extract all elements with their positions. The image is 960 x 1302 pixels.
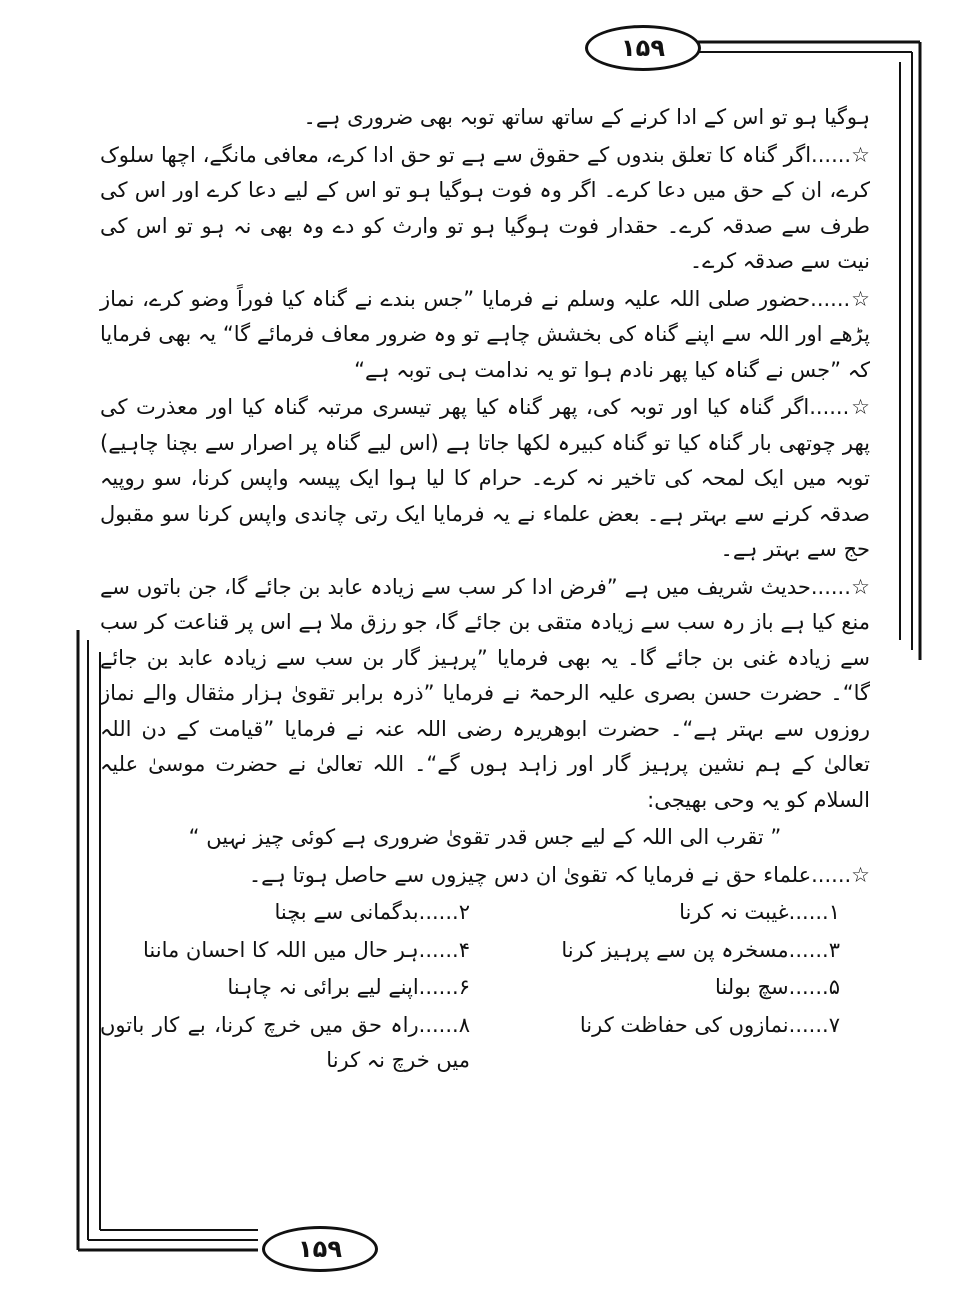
list-item: ۵......سچ بولنا [715, 975, 840, 999]
page-number-top: ۱۵۹ [585, 25, 701, 71]
paragraph: ☆......اگر گناہ کا تعلق بندوں کے حقوق سے ہے تو حق ادا کرے، معافی مانگے، اچھا سلوک کرے، ان کے حق میں دعا کرے۔ اگر وہ فوت ہوگیا ہو تو اس کے لیے دعا کرے اور اس کی طرف سے صدقہ کرے۔ حقدار فوت ہوگیا ہو تو وارث کو دے وہ بھی نہ ہو تو اس کی نیت سے صدقہ کرے۔ [100, 142, 870, 273]
list-item: ۲......بدگمانی سے بچنا [274, 900, 470, 924]
list-item: ۳......مسخرہ پن سے پرہیز کرنا [561, 937, 840, 962]
page-number-bottom: ۱۵۹ [262, 1226, 378, 1272]
list-item: ۷......نمازوں کی حفاظت کرنا [579, 1012, 840, 1037]
list-item: ۸......راہ حق میں خرچ کرنا، بے کار باتوں میں خرچ نہ کرنا [100, 1012, 470, 1072]
paragraph: ☆......حضور صلی اللہ علیہ وسلم نے فرمایا ”جس بندے نے گناہ کیا فوراً وضو کرے، نماز پڑھے اور اللہ سے اپنے گناہ کی بخشش چاہے تو وہ ضرور معاف فرمائے گا“ یہ بھی فرمایا کہ ”جس نے گناہ کیا پھر نادم ہوا تو یہ ندامت ہی توبہ ہے“ [100, 286, 870, 382]
list-item: ۱......غیبت نہ کرنا [679, 900, 840, 924]
paragraph: ☆......حدیث شریف میں ہے ”فرض ادا کر سب سے زیادہ عابد بن جائے گا، جن باتوں سے منع کیا ہے باز رہ سب سے زیادہ متقی بن جائے گا، جو رزق ملا ہے اس پر قناعت کر سب سے زیادہ غنی بن جائے گا۔ یہ بھی فرمایا ”پرہیز گار بن سب سے زیادہ عابد بن جائے گا“۔ حضرت حسن بصری علیہ الرحمۃ نے فرمایا ”ذرہ برابر تقویٰ ہزار مثقال والے نماز روزوں سے بہتر ہے“۔ حضرت ابوھریرہ رضی اللہ عنہ نے فرمایا ”قیامت کے دن اللہ تعالیٰ کے ہم نشین پرہیز گار اور زاہد ہوں گے“۔ اللہ تعالیٰ نے حضرت موسیٰ علیہ السلام کو یہ وحی بھیجی: [100, 574, 870, 812]
list-item: ۴......ہر حال میں اللہ کا احسان ماننا [143, 937, 470, 962]
paragraph: ہوگیا ہو تو اس کے ادا کرنے کے ساتھ ساتھ توبہ بھی ضروری ہے۔ [303, 105, 870, 129]
page-body [100, 100, 870, 1079]
quote: ” تقرب الی اللہ کے لیے جس قدر تقویٰ ضروری ہے کوئی چیز نہیں “ [188, 825, 782, 849]
list-intro: ☆......علماء حق نے فرمایا کہ تقویٰ ان دس چیزوں سے حاصل ہوتا ہے۔ [248, 862, 870, 887]
paragraph: ☆......اگر گناہ کیا اور توبہ کی، پھر گناہ کیا پھر تیسری مرتبہ گناہ کیا اور معذرت کی پھر چوتھی بار گناہ کیا تو گناہ کبیرہ لکھا جاتا ہے (اس لیے گناہ پر اصرار سے بچنا چاہیے) توبہ میں ایک لمحہ کی تاخیر نہ کرے۔ حرام کا لیا ہوا ایک پیسہ واپس کرنا، سو روپیہ صدقہ کرنے سے بہتر ہے۔ بعض علماء نے یہ فرمایا ایک رتی چاندی واپس کرنا سو مقبول حج سے بہتر ہے۔ [100, 395, 870, 561]
list-item: ۶......اپنے لیے برائی نہ چاہنا [227, 975, 470, 999]
virtues-list [100, 895, 870, 1079]
